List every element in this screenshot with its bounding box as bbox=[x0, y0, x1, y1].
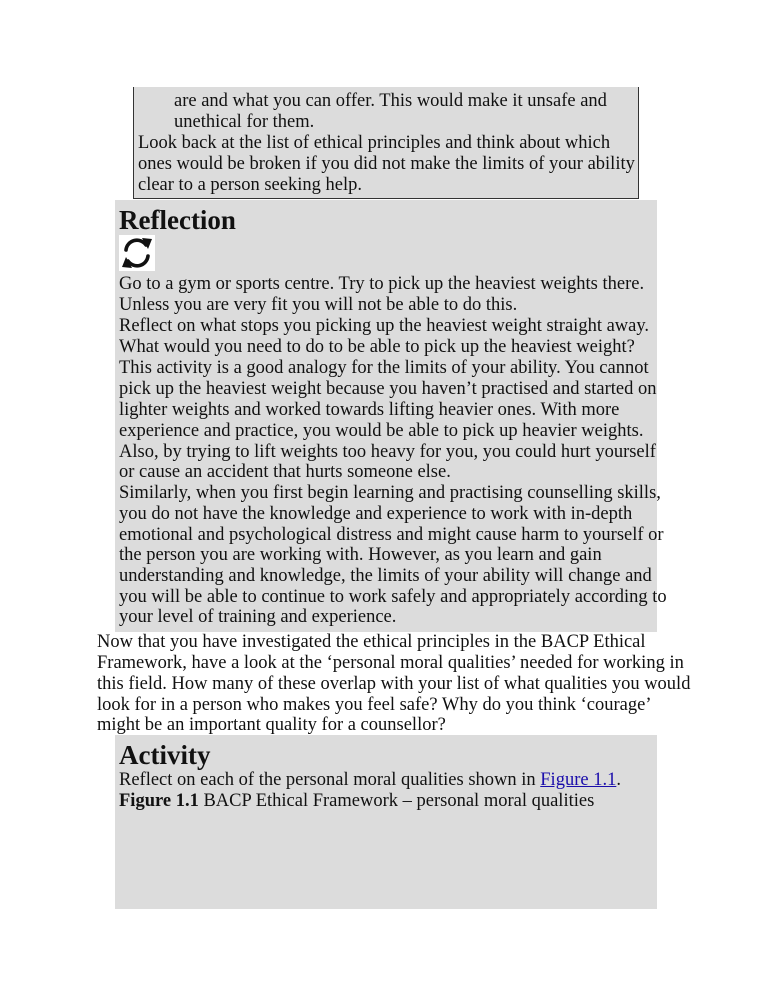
reflection-line: What would you need to do to be able to pick up the heaviest weight? bbox=[119, 337, 635, 357]
body-line: this field. How many of these overlap with your list of what qualities you would bbox=[97, 674, 691, 694]
figure-caption bbox=[119, 791, 594, 812]
activity-instruction-end: . bbox=[616, 770, 621, 790]
note-line: Look back at the list of ethical principles and think about which bbox=[138, 133, 611, 153]
activity-instruction-text: Reflect on each of the personal moral qualities shown in bbox=[119, 770, 541, 790]
body-line: Framework, have a look at the ‘personal moral qualities’ needed for working in bbox=[97, 653, 684, 673]
body-line: might be an important quality for a counsellor? bbox=[97, 715, 446, 735]
body-line: look for in a person who makes you feel safe? Why do you think ‘courage’ bbox=[97, 695, 652, 715]
reflection-line: Also, by trying to lift weights too heavy for you, you could hurt yourself bbox=[119, 442, 656, 462]
reflection-line: Go to a gym or sports centre. Try to pick up the heaviest weights there. bbox=[119, 274, 645, 294]
reflection-line: you will be able to continue to work safely and appropriately according to bbox=[119, 587, 667, 607]
body-line: Now that you have investigated the ethical principles in the BACP Ethical bbox=[97, 632, 646, 652]
reflection-line: Unless you are very fit you will not be able to do this. bbox=[119, 295, 518, 315]
figure-link[interactable]: Figure 1.1 bbox=[540, 770, 617, 790]
note-line: are and what you can offer. This would make it unsafe and bbox=[174, 91, 607, 111]
figure-label: Figure 1.1 bbox=[119, 791, 199, 811]
figure-caption-text: BACP Ethical Framework – personal moral qualities bbox=[198, 791, 595, 811]
note-line: clear to a person seeking help. bbox=[138, 175, 362, 195]
reflection-heading: Reflection bbox=[119, 205, 236, 235]
reflection-line: or cause an accident that hurts someone else. bbox=[119, 462, 451, 482]
continued-note-box bbox=[133, 87, 639, 199]
note-line: ones would be broken if you did not make the limits of your ability bbox=[138, 154, 635, 174]
activity-heading: Activity bbox=[119, 740, 211, 770]
reflection-line: experience and practice, you would be able to pick up heavier weights. bbox=[119, 421, 644, 441]
refresh-icon bbox=[119, 235, 155, 271]
reflection-line: the person you are working with. However, as you learn and gain bbox=[119, 545, 602, 565]
reflection-line: your level of training and experience. bbox=[119, 607, 397, 627]
activity-instruction bbox=[119, 770, 621, 791]
reflection-line: pick up the heaviest weight because you haven’t practised and started on bbox=[119, 379, 657, 399]
reflection-line: Similarly, when you first begin learning and practising counselling skills, bbox=[119, 483, 661, 503]
reflection-line: emotional and psychological distress and might cause harm to yourself or bbox=[119, 525, 664, 545]
reflection-line: you do not have the knowledge and experience to work with in-depth bbox=[119, 504, 633, 524]
reflection-line: Reflect on what stops you picking up the heaviest weight straight away. bbox=[119, 316, 650, 336]
reflection-line: understanding and knowledge, the limits of your ability will change and bbox=[119, 566, 652, 586]
note-line: unethical for them. bbox=[174, 112, 315, 132]
reflection-line: lighter weights and worked towards lifting heavier ones. With more bbox=[119, 400, 620, 420]
reflection-line: This activity is a good analogy for the limits of your ability. You cannot bbox=[119, 358, 649, 378]
